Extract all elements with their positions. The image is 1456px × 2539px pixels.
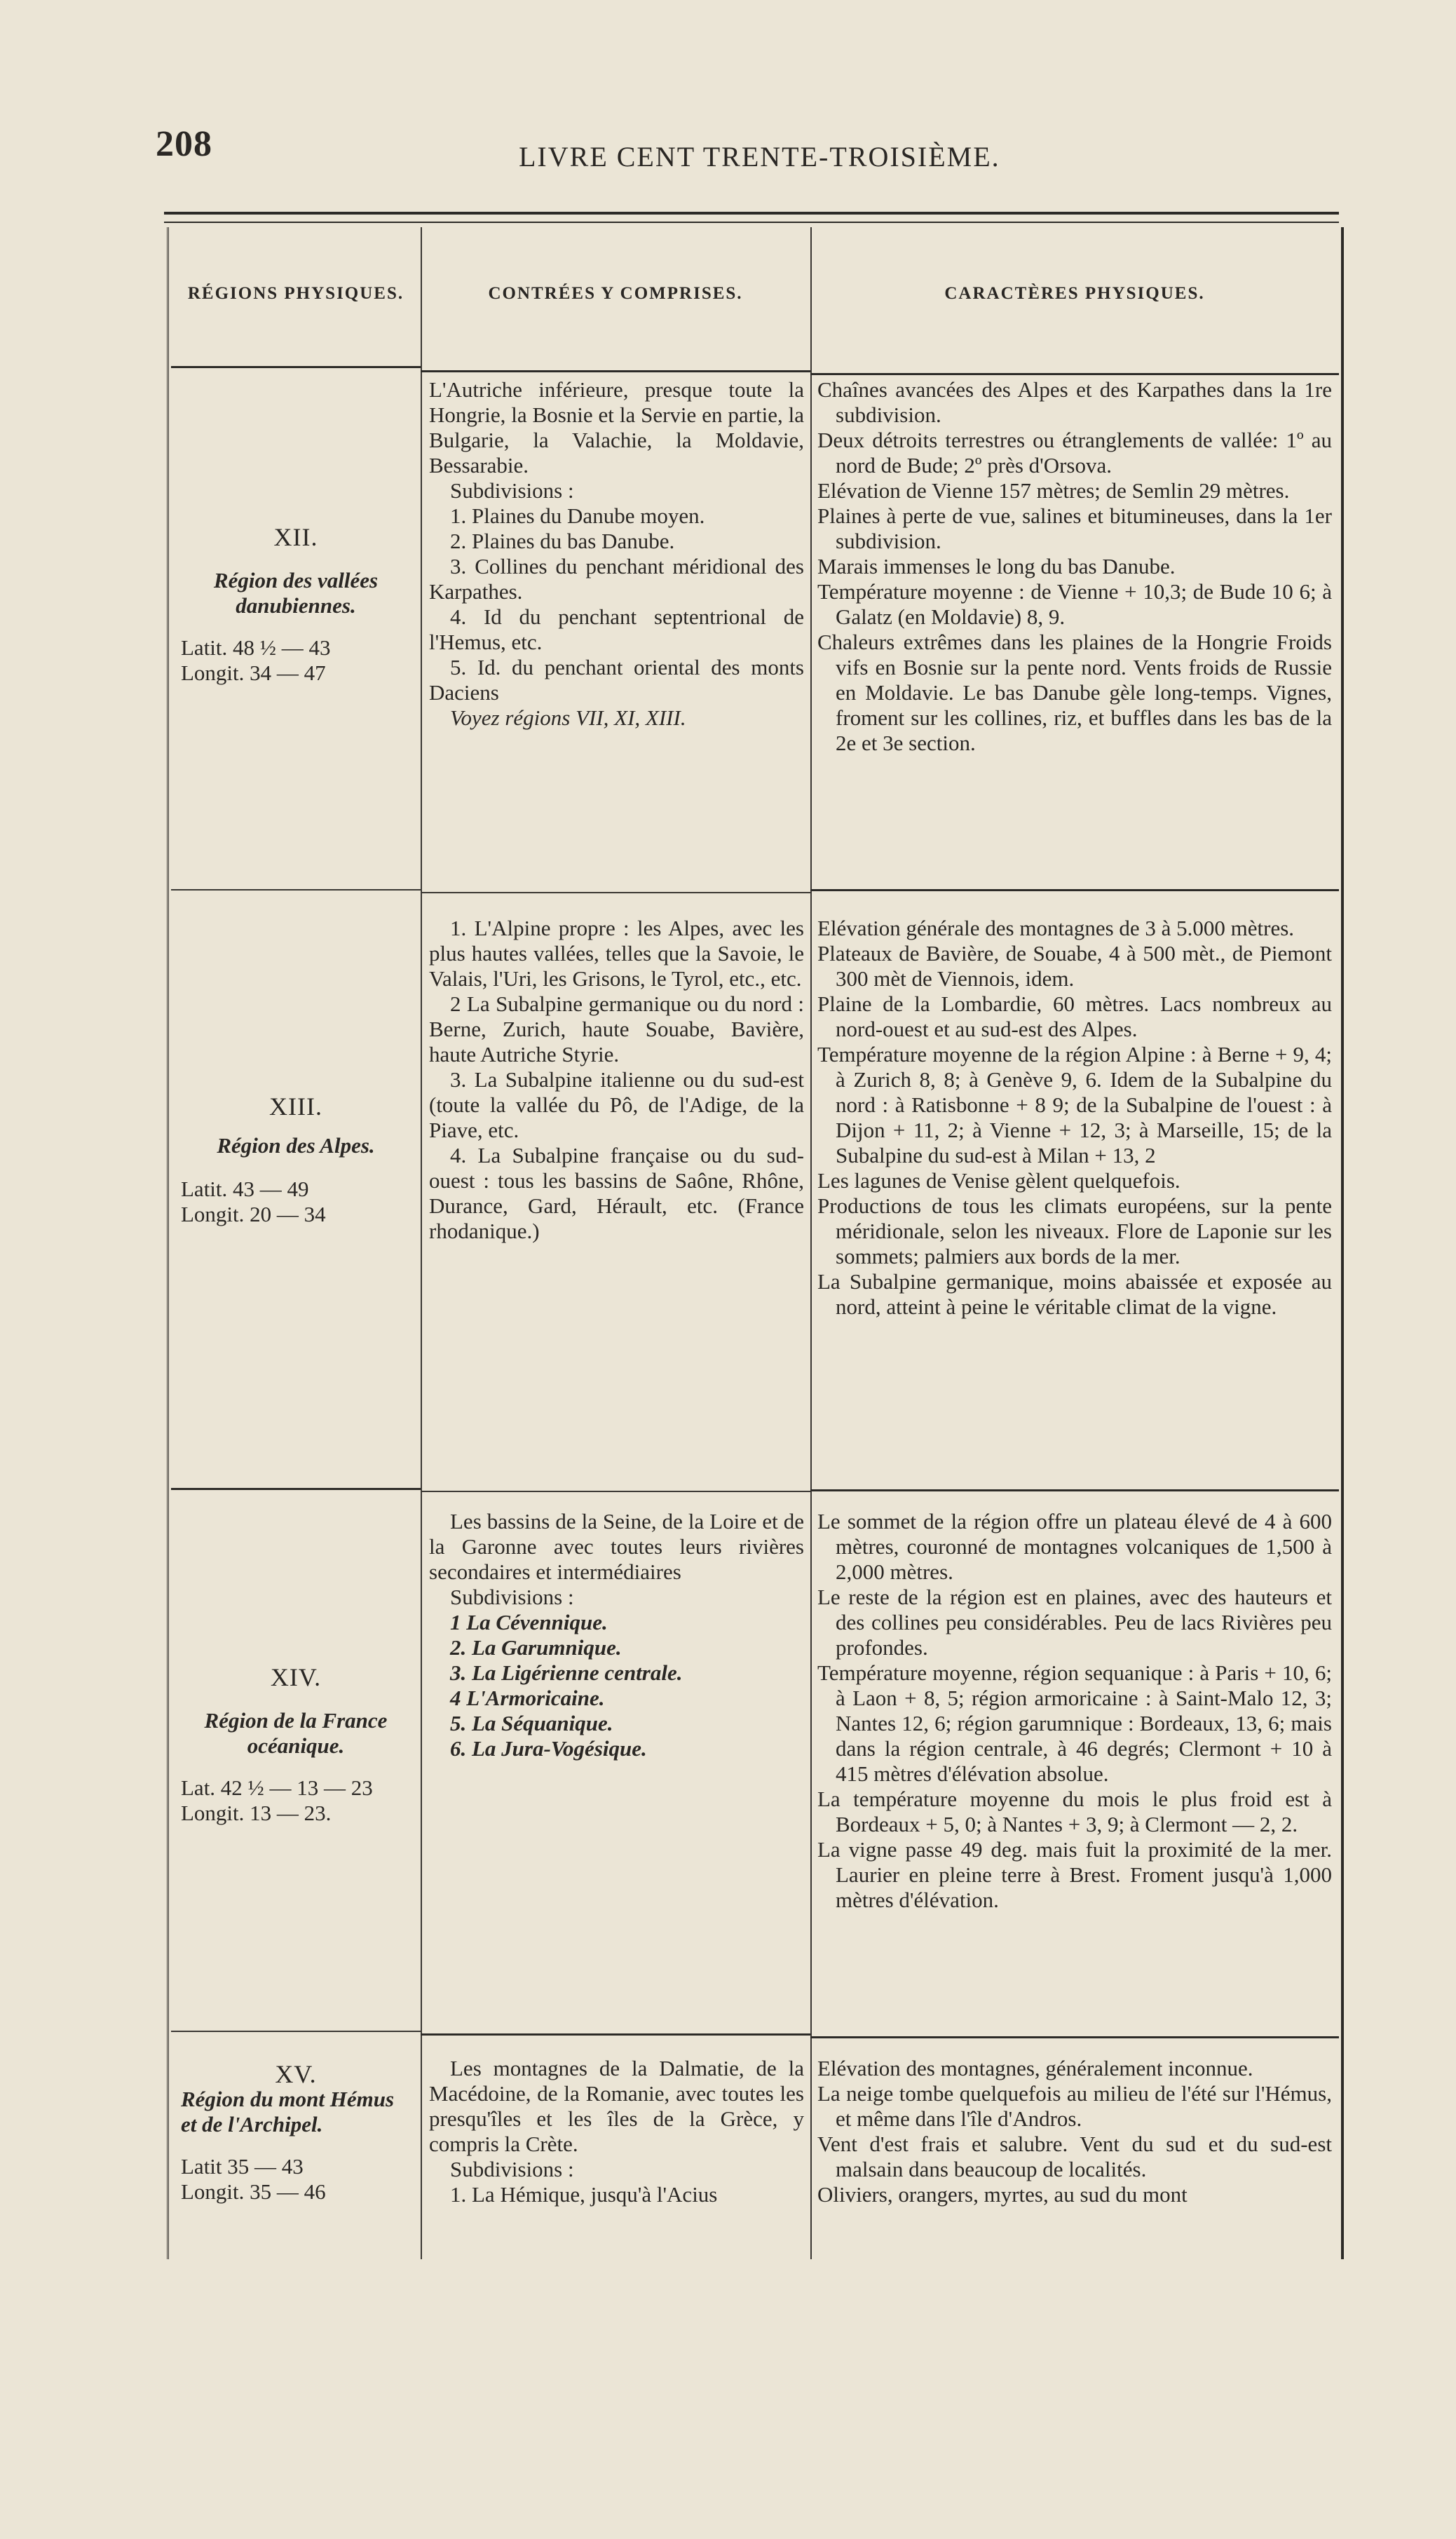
contrees-xiii	[429, 916, 804, 1244]
contrees-text: 5. Id. du penchant oriental des monts Daciens	[429, 655, 804, 705]
caracteres-xiii	[817, 916, 1332, 1320]
region-latitude: Latit. 48 ½ — 43	[181, 635, 331, 660]
region-number: XIII.	[269, 1092, 322, 1120]
contrees-xii	[429, 377, 804, 731]
region-latitude: Lat. 42 ½ — 13 — 23	[181, 1775, 373, 1800]
caracteres-text: Chaînes avancées des Alpes et des Karpathes dans la 1re subdivision.	[817, 377, 1332, 427]
row-rule	[421, 2033, 810, 2036]
page-number: 208	[156, 124, 212, 164]
region-longitude: Longit. 13 — 23.	[181, 1801, 332, 1825]
caracteres-text: Les lagunes de Venise gèlent quelquefois.	[817, 1168, 1181, 1193]
region-longitude: Longit. 35 — 46	[181, 2179, 326, 2204]
region-name: Région de la France océanique.	[204, 1708, 388, 1758]
caracteres-text: Température moyenne de la région Alpine : à Berne + 9, 4; à Zurich 8, 8; à Genève 9, 6. Idem de la Subalpine du nord : à Ratisbonne + 8 9; de la Subalpine de l'ouest : à Dijon + 11, 2; à Vienne + 12, 3; à Marseille, 15; de la Subalpine du sud-est à Milan + 13, 2	[817, 1042, 1332, 1167]
top-rule-thin	[164, 222, 1339, 223]
row-rule	[810, 889, 1339, 891]
contrees-text: 4. Id du penchant septentrional de l'Hemus, etc.	[429, 604, 804, 654]
column-header-contrees: CONTRÉES Y COMPRISES.	[488, 284, 743, 303]
region-xii	[171, 524, 421, 686]
contrees-text: 3. Collines du penchant méridional des Karpathes.	[429, 554, 804, 604]
row-rule	[421, 892, 810, 893]
caracteres-text: Elévation de Vienne 157 mètres; de Semlin 29 mètres.	[817, 478, 1290, 503]
top-rule	[164, 212, 1339, 215]
caracteres-text: Le reste de la région est en plaines, avec des hauteurs et des collines peu considérables. Peu de lacs Rivières peu profondes.	[817, 1585, 1332, 1660]
contrees-text: 6. La Jura-Vogésique.	[450, 1736, 647, 1761]
contrees-text: 3. La Subalpine italienne ou du sud-est (toute la vallée du Pô, de l'Adige, de la Piave, etc.	[429, 1067, 804, 1142]
contrees-text: Les bassins de la Seine, de la Loire et de la Garonne avec toutes leurs rivières secondaires et intermédiaires	[429, 1509, 804, 1584]
contrees-text: 1. L'Alpine propre : les Alpes, avec les plus hautes vallées, telles que la Savoie, le Valais, l'Uri, les Grisons, le Tyrol, etc., etc.	[429, 916, 804, 991]
caracteres-text: La vigne passe 49 deg. mais fuit la proximité de la mer. Laurier en pleine terre à Brest. Froment jusqu'à 1,000 mètres d'élévation.	[817, 1837, 1332, 1912]
header-rule-col3	[810, 373, 1339, 375]
row-rule	[171, 2031, 421, 2032]
contrees-text: Subdivisions :	[450, 2157, 574, 2181]
contrees-text: Subdivisions :	[450, 1585, 574, 1609]
row-rule	[171, 1488, 421, 1490]
column-rule-2	[810, 227, 812, 2259]
caracteres-text: Plaine de la Lombardie, 60 mètres. Lacs nombreux au nord-ouest et au sud-est des Alpes.	[817, 991, 1332, 1041]
column-header-regions: RÉGIONS PHYSIQUES.	[187, 284, 404, 303]
region-xiii	[171, 1094, 421, 1227]
caracteres-text: Plateaux de Bavière, de Souabe, 4 à 500 mèt., de Piemont 300 mèt de Viennois, idem.	[817, 941, 1332, 991]
region-name: Région des vallées danubiennes.	[213, 568, 379, 618]
row-rule	[810, 2036, 1339, 2038]
caracteres-text: Oliviers, orangers, myrtes, au sud du mont	[817, 2182, 1188, 2207]
caracteres-text: Elévation générale des montagnes de 3 à 5.000 mètres.	[817, 916, 1295, 940]
caracteres-text: Plaines à perte de vue, salines et bitumineuses, dans la 1er subdivision.	[817, 503, 1332, 553]
caracteres-text: Température moyenne : de Vienne + 10,3; de Bude 10 6; à Galatz (en Moldavie) 8, 9.	[817, 579, 1332, 629]
region-xv	[171, 2061, 421, 2205]
contrees-xiv	[429, 1509, 804, 1761]
header-rule-col2	[421, 370, 810, 372]
row-rule	[810, 1489, 1339, 1491]
region-latitude: Latit 35 — 43	[181, 2154, 304, 2179]
caracteres-text: Marais immenses le long du bas Danube.	[817, 554, 1176, 578]
caracteres-text: Vent d'est frais et salubre. Vent du sud et du sud-est malsain dans beaucoup de localités.	[817, 2132, 1332, 2181]
caracteres-text: Le sommet de la région offre un plateau élevé de 4 à 600 mètres, couronné de montagnes volcaniques de 1,500 à 2,000 mètres.	[817, 1509, 1332, 1584]
contrees-text: Les montagnes de la Dalmatie, de la Macédoine, de la Romanie, avec toutes les presqu'îles et les îles de la Grèce, y compris la Crète.	[429, 2056, 804, 2156]
row-rule	[171, 889, 421, 891]
contrees-text: 2 La Subalpine germanique ou du nord : Berne, Zurich, haute Souabe, Bavière, haute Autriche Styrie.	[429, 991, 804, 1067]
contrees-text: Voyez régions VII, XI, XIII.	[450, 705, 686, 730]
region-number: XV.	[275, 2060, 317, 2088]
contrees-xv	[429, 2056, 804, 2207]
column-header-caracteres: CARACTÈRES PHYSIQUES.	[944, 284, 1205, 303]
region-longitude: Longit. 20 — 34	[181, 1202, 326, 1226]
caracteres-text: Chaleurs extrêmes dans les plaines de la Hongrie Froids vifs en Bosnie sur la pente nord. Vents froids de Russie en Moldavie. Le bas Danube gèle long-temps. Vignes, froment sur les collines, riz, et buffles dans les bas de la 2e et 3e section.	[817, 630, 1332, 755]
region-latitude: Latit. 43 — 49	[181, 1177, 309, 1201]
region-name: Région du mont Hémus et de l'Archipel.	[181, 2087, 395, 2137]
column-rule-1	[421, 227, 422, 2259]
contrees-text: Subdivisions :	[450, 478, 574, 503]
caracteres-text: La Subalpine germanique, moins abaissée et exposée au nord, atteint à peine le véritable climat de la vigne.	[817, 1269, 1332, 1319]
contrees-text: 3. La Ligérienne centrale.	[450, 1660, 683, 1685]
contrees-text: 1 La Cévennique.	[450, 1610, 608, 1634]
running-title: LIVRE CENT TRENTE-TROISIÈME.	[519, 141, 1000, 172]
caracteres-text: Elévation des montagnes, généralement inconnue.	[817, 2056, 1253, 2080]
contrees-text: L'Autriche inférieure, presque toute la Hongrie, la Bosnie et la Servie en partie, la Bulgarie, la Valachie, la Moldavie, Bessarabie.	[429, 377, 804, 478]
region-number: XII.	[273, 523, 318, 551]
contrees-text: 2. Plaines du bas Danube.	[450, 529, 675, 553]
region-number: XIV.	[270, 1663, 322, 1691]
contrees-text: 2. La Garumnique.	[450, 1635, 622, 1660]
region-xiv	[171, 1665, 421, 1826]
contrees-text: 5. La Séquanique.	[450, 1711, 613, 1735]
caracteres-text: La neige tombe quelquefois au milieu de l'été sur l'Hémus, et même dans l'île d'Andros.	[817, 2081, 1332, 2131]
header-rule-col1	[171, 366, 421, 368]
contrees-text: 1. La Hémique, jusqu'à l'Acius	[450, 2182, 718, 2207]
caracteres-text: Productions de tous les climats européens, sur la pente méridionale, selon les niveaux. Flore de Laponie sur les sommets; palmiers aux bords de la mer.	[817, 1193, 1332, 1268]
region-longitude: Longit. 34 — 47	[181, 661, 326, 685]
caracteres-xiv	[817, 1509, 1332, 1913]
caracteres-text: Deux détroits terrestres ou étranglements de vallée: 1º au nord de Bude; 2º près d'Orsova.	[817, 428, 1332, 478]
contrees-text: 1. Plaines du Danube moyen.	[450, 503, 705, 528]
region-name: Région des Alpes.	[217, 1133, 375, 1158]
contrees-text: 4 L'Armoricaine.	[450, 1686, 605, 1710]
caracteres-xv	[817, 2056, 1332, 2207]
caracteres-text: La température moyenne du mois le plus froid est à Bordeaux + 5, 0; à Nantes + 3, 9; à Clermont — 2, 2.	[817, 1787, 1332, 1836]
caracteres-xii	[817, 377, 1332, 756]
contrees-text: 4. La Subalpine française ou du sud-ouest : tous les bassins de Saône, Rhône, Durance, Gard, Hérault, etc. (France rhodanique.)	[429, 1143, 804, 1243]
caracteres-text: Température moyenne, région sequanique : à Paris + 10, 6; à Laon + 8, 5; région armoricaine : à Saint-Malo 12, 3; Nantes 12, 6; région garumnique : Bordeaux, 13, 6; mais dans la région centrale, à 46 degrés; Clermont + 10 à 415 mètres d'élévation absolue.	[817, 1660, 1332, 1786]
row-rule	[421, 1491, 810, 1492]
